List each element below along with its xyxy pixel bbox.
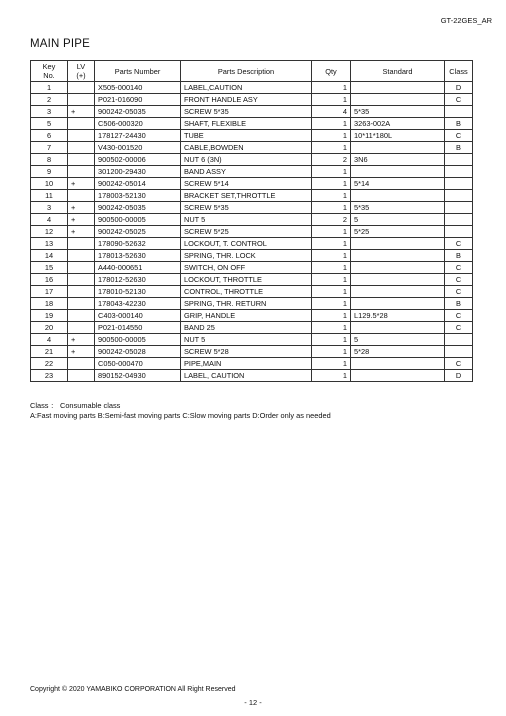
key-no-cell: 5: [31, 118, 68, 130]
lv-cell: +: [68, 178, 95, 190]
class-cell: [445, 346, 473, 358]
lv-cell: [68, 82, 95, 94]
qty-cell: 1: [312, 202, 351, 214]
lv-cell: [68, 322, 95, 334]
lv-cell: [68, 286, 95, 298]
class-cell: C: [445, 322, 473, 334]
description-cell: LOCKOUT, T. CONTROL: [181, 238, 312, 250]
class-cell: [445, 166, 473, 178]
parts-table: [30, 60, 473, 382]
table-row: [31, 250, 473, 262]
part-number-cell: 178043-42230: [95, 298, 181, 310]
standard-cell: 3N6: [351, 154, 445, 166]
table-row: [31, 298, 473, 310]
lv-cell: [68, 130, 95, 142]
part-number-cell: P021-014550: [95, 322, 181, 334]
table-row: [31, 310, 473, 322]
part-number-cell: 900242-05035: [95, 106, 181, 118]
part-number-cell: 178003-52130: [95, 190, 181, 202]
lv-cell: [68, 358, 95, 370]
key-no-cell: 8: [31, 154, 68, 166]
key-no-cell: 11: [31, 190, 68, 202]
description-cell: LOCKOUT, THROTTLE: [181, 274, 312, 286]
part-number-cell: 178013-52630: [95, 250, 181, 262]
key-no-cell: 20: [31, 322, 68, 334]
table-row: [31, 358, 473, 370]
description-cell: SPRING, THR. LOCK: [181, 250, 312, 262]
part-number-cell: 890152-04930: [95, 370, 181, 382]
class-cell: [445, 202, 473, 214]
qty-cell: 1: [312, 82, 351, 94]
lv-cell: +: [68, 334, 95, 346]
description-cell: NUT 5: [181, 214, 312, 226]
key-no-cell: 3: [31, 106, 68, 118]
header-class: Class: [445, 61, 473, 82]
key-no-cell: 6: [31, 130, 68, 142]
lv-cell: [68, 274, 95, 286]
standard-cell: 5*35: [351, 202, 445, 214]
table-row: [31, 274, 473, 286]
table-row: [31, 154, 473, 166]
key-no-cell: 19: [31, 310, 68, 322]
standard-cell: L129.5*28: [351, 310, 445, 322]
table-row: [31, 82, 473, 94]
description-cell: SPRING, THR. RETURN: [181, 298, 312, 310]
description-cell: SCREW 5*25: [181, 226, 312, 238]
description-cell: CONTROL, THROTTLE: [181, 286, 312, 298]
qty-cell: 1: [312, 322, 351, 334]
table-row: [31, 178, 473, 190]
class-cell: C: [445, 94, 473, 106]
header-qty: Qty: [312, 61, 351, 82]
standard-cell: 5*35: [351, 106, 445, 118]
qty-cell: 1: [312, 298, 351, 310]
lv-cell: [68, 298, 95, 310]
lv-cell: [68, 310, 95, 322]
lv-cell: [68, 262, 95, 274]
class-cell: [445, 190, 473, 202]
standard-cell: 5: [351, 334, 445, 346]
standard-cell: 5*28: [351, 346, 445, 358]
lv-cell: [68, 250, 95, 262]
standard-cell: [351, 166, 445, 178]
description-cell: LABEL,CAUTION: [181, 82, 312, 94]
part-number-cell: 301200-29430: [95, 166, 181, 178]
part-number-cell: 900242-05035: [95, 202, 181, 214]
page-title: MAIN PIPE: [30, 38, 90, 50]
table-row: [31, 322, 473, 334]
key-no-cell: 15: [31, 262, 68, 274]
standard-cell: [351, 262, 445, 274]
class-cell: [445, 154, 473, 166]
qty-cell: 1: [312, 94, 351, 106]
class-cell: D: [445, 82, 473, 94]
class-cell: [445, 226, 473, 238]
part-number-cell: 178127-24430: [95, 130, 181, 142]
part-number-cell: 900500-00005: [95, 334, 181, 346]
qty-cell: 1: [312, 130, 351, 142]
standard-cell: [351, 190, 445, 202]
table-row: [31, 142, 473, 154]
part-number-cell: 178010-52130: [95, 286, 181, 298]
qty-cell: 1: [312, 274, 351, 286]
key-no-cell: 3: [31, 202, 68, 214]
description-cell: BAND ASSY: [181, 166, 312, 178]
class-cell: B: [445, 250, 473, 262]
table-row: [31, 202, 473, 214]
description-cell: SCREW 5*28: [181, 346, 312, 358]
qty-cell: 2: [312, 154, 351, 166]
part-number-cell: A440-000651: [95, 262, 181, 274]
class-cell: C: [445, 238, 473, 250]
table-row: [31, 118, 473, 130]
table-row: [31, 334, 473, 346]
lv-cell: [68, 94, 95, 106]
qty-cell: 1: [312, 190, 351, 202]
part-number-cell: 900242-05028: [95, 346, 181, 358]
key-no-cell: 1: [31, 82, 68, 94]
table-row: [31, 346, 473, 358]
lv-cell: [68, 118, 95, 130]
class-cell: C: [445, 262, 473, 274]
standard-cell: [351, 238, 445, 250]
part-number-cell: C050-000470: [95, 358, 181, 370]
standard-cell: 5*25: [351, 226, 445, 238]
header-key-no: Key No.: [31, 61, 68, 82]
description-cell: SCREW 5*35: [181, 202, 312, 214]
lv-cell: [68, 370, 95, 382]
description-cell: SCREW 5*35: [181, 106, 312, 118]
qty-cell: 1: [312, 358, 351, 370]
copyright-notice: Copyright © 2020 YAMABIKO CORPORATION All Right Reserved: [30, 686, 236, 693]
standard-cell: [351, 82, 445, 94]
qty-cell: 1: [312, 250, 351, 262]
table-row: [31, 130, 473, 142]
lv-cell: [68, 154, 95, 166]
class-cell: B: [445, 142, 473, 154]
table-row: [31, 106, 473, 118]
table-row: [31, 226, 473, 238]
table-row: [31, 214, 473, 226]
description-cell: BRACKET SET,THROTTLE: [181, 190, 312, 202]
table-row: [31, 190, 473, 202]
class-note-line: Class ： Consumable class: [30, 401, 121, 410]
lv-cell: +: [68, 106, 95, 118]
qty-cell: 1: [312, 370, 351, 382]
standard-cell: [351, 298, 445, 310]
part-number-cell: 900502-00006: [95, 154, 181, 166]
qty-cell: 1: [312, 286, 351, 298]
lv-cell: [68, 166, 95, 178]
part-number-cell: C506-000320: [95, 118, 181, 130]
standard-cell: [351, 250, 445, 262]
part-number-cell: X505-000140: [95, 82, 181, 94]
class-cell: B: [445, 298, 473, 310]
key-no-cell: 21: [31, 346, 68, 358]
part-number-cell: 900242-05014: [95, 178, 181, 190]
description-cell: SHAFT, FLEXIBLE: [181, 118, 312, 130]
description-cell: TUBE: [181, 130, 312, 142]
part-number-cell: P021-016090: [95, 94, 181, 106]
part-number-cell: 178012-52630: [95, 274, 181, 286]
key-no-cell: 22: [31, 358, 68, 370]
header-parts-description: Parts Description: [181, 61, 312, 82]
class-cell: C: [445, 274, 473, 286]
table-row: [31, 286, 473, 298]
qty-cell: 1: [312, 178, 351, 190]
class-notes: [30, 401, 331, 420]
qty-cell: 1: [312, 166, 351, 178]
class-cell: C: [445, 130, 473, 142]
lv-cell: +: [68, 214, 95, 226]
lv-cell: +: [68, 202, 95, 214]
standard-cell: 10*11*180L: [351, 130, 445, 142]
qty-cell: 1: [312, 118, 351, 130]
standard-cell: [351, 94, 445, 106]
qty-cell: 1: [312, 238, 351, 250]
class-legend-line: A:Fast moving parts B:Semi-fast moving parts C:Slow moving parts D:Order only as needed: [30, 410, 331, 420]
qty-cell: 1: [312, 142, 351, 154]
key-no-cell: 14: [31, 250, 68, 262]
standard-cell: [351, 274, 445, 286]
key-no-cell: 10: [31, 178, 68, 190]
part-number-cell: 900242-05025: [95, 226, 181, 238]
table-row: [31, 262, 473, 274]
class-cell: [445, 178, 473, 190]
description-cell: PIPE,MAIN: [181, 358, 312, 370]
header-parts-number: Parts Number: [95, 61, 181, 82]
key-no-cell: 23: [31, 370, 68, 382]
class-cell: C: [445, 310, 473, 322]
class-cell: C: [445, 286, 473, 298]
class-cell: [445, 106, 473, 118]
part-number-cell: C403-000140: [95, 310, 181, 322]
description-cell: NUT 5: [181, 334, 312, 346]
page-number: - 12 -: [244, 698, 262, 707]
lv-cell: +: [68, 226, 95, 238]
description-cell: SCREW 5*14: [181, 178, 312, 190]
qty-cell: 1: [312, 226, 351, 238]
table-header-row: [31, 61, 473, 82]
qty-cell: 1: [312, 334, 351, 346]
table-row: [31, 370, 473, 382]
table-row: [31, 238, 473, 250]
qty-cell: 2: [312, 214, 351, 226]
key-no-cell: 13: [31, 238, 68, 250]
lv-cell: [68, 142, 95, 154]
standard-cell: [351, 286, 445, 298]
key-no-cell: 18: [31, 298, 68, 310]
key-no-cell: 7: [31, 142, 68, 154]
key-no-cell: 17: [31, 286, 68, 298]
header-lv: LV (+): [68, 61, 95, 82]
class-cell: C: [445, 358, 473, 370]
class-cell: [445, 214, 473, 226]
key-no-cell: 4: [31, 214, 68, 226]
key-no-cell: 4: [31, 334, 68, 346]
header-standard: Standard: [351, 61, 445, 82]
key-no-cell: 2: [31, 94, 68, 106]
part-number-cell: V430-001520: [95, 142, 181, 154]
table-row: [31, 166, 473, 178]
standard-cell: [351, 370, 445, 382]
class-cell: [445, 334, 473, 346]
table-row: [31, 94, 473, 106]
qty-cell: 1: [312, 262, 351, 274]
qty-cell: 1: [312, 310, 351, 322]
standard-cell: [351, 322, 445, 334]
standard-cell: 5: [351, 214, 445, 226]
standard-cell: 3263-002A: [351, 118, 445, 130]
key-no-cell: 9: [31, 166, 68, 178]
document-code: GT-22GES_AR: [440, 16, 492, 25]
description-cell: LABEL, CAUTION: [181, 370, 312, 382]
description-cell: NUT 6 (3N): [181, 154, 312, 166]
key-no-cell: 12: [31, 226, 68, 238]
description-cell: CABLE,BOWDEN: [181, 142, 312, 154]
class-cell: D: [445, 370, 473, 382]
qty-cell: 1: [312, 346, 351, 358]
key-no-cell: 16: [31, 274, 68, 286]
standard-cell: [351, 142, 445, 154]
lv-cell: +: [68, 346, 95, 358]
standard-cell: 5*14: [351, 178, 445, 190]
description-cell: SWITCH, ON OFF: [181, 262, 312, 274]
lv-cell: [68, 190, 95, 202]
description-cell: GRIP, HANDLE: [181, 310, 312, 322]
part-number-cell: 900500-00005: [95, 214, 181, 226]
description-cell: FRONT HANDLE ASY: [181, 94, 312, 106]
standard-cell: [351, 358, 445, 370]
description-cell: BAND 25: [181, 322, 312, 334]
class-cell: B: [445, 118, 473, 130]
part-number-cell: 178090-52632: [95, 238, 181, 250]
qty-cell: 4: [312, 106, 351, 118]
lv-cell: [68, 238, 95, 250]
